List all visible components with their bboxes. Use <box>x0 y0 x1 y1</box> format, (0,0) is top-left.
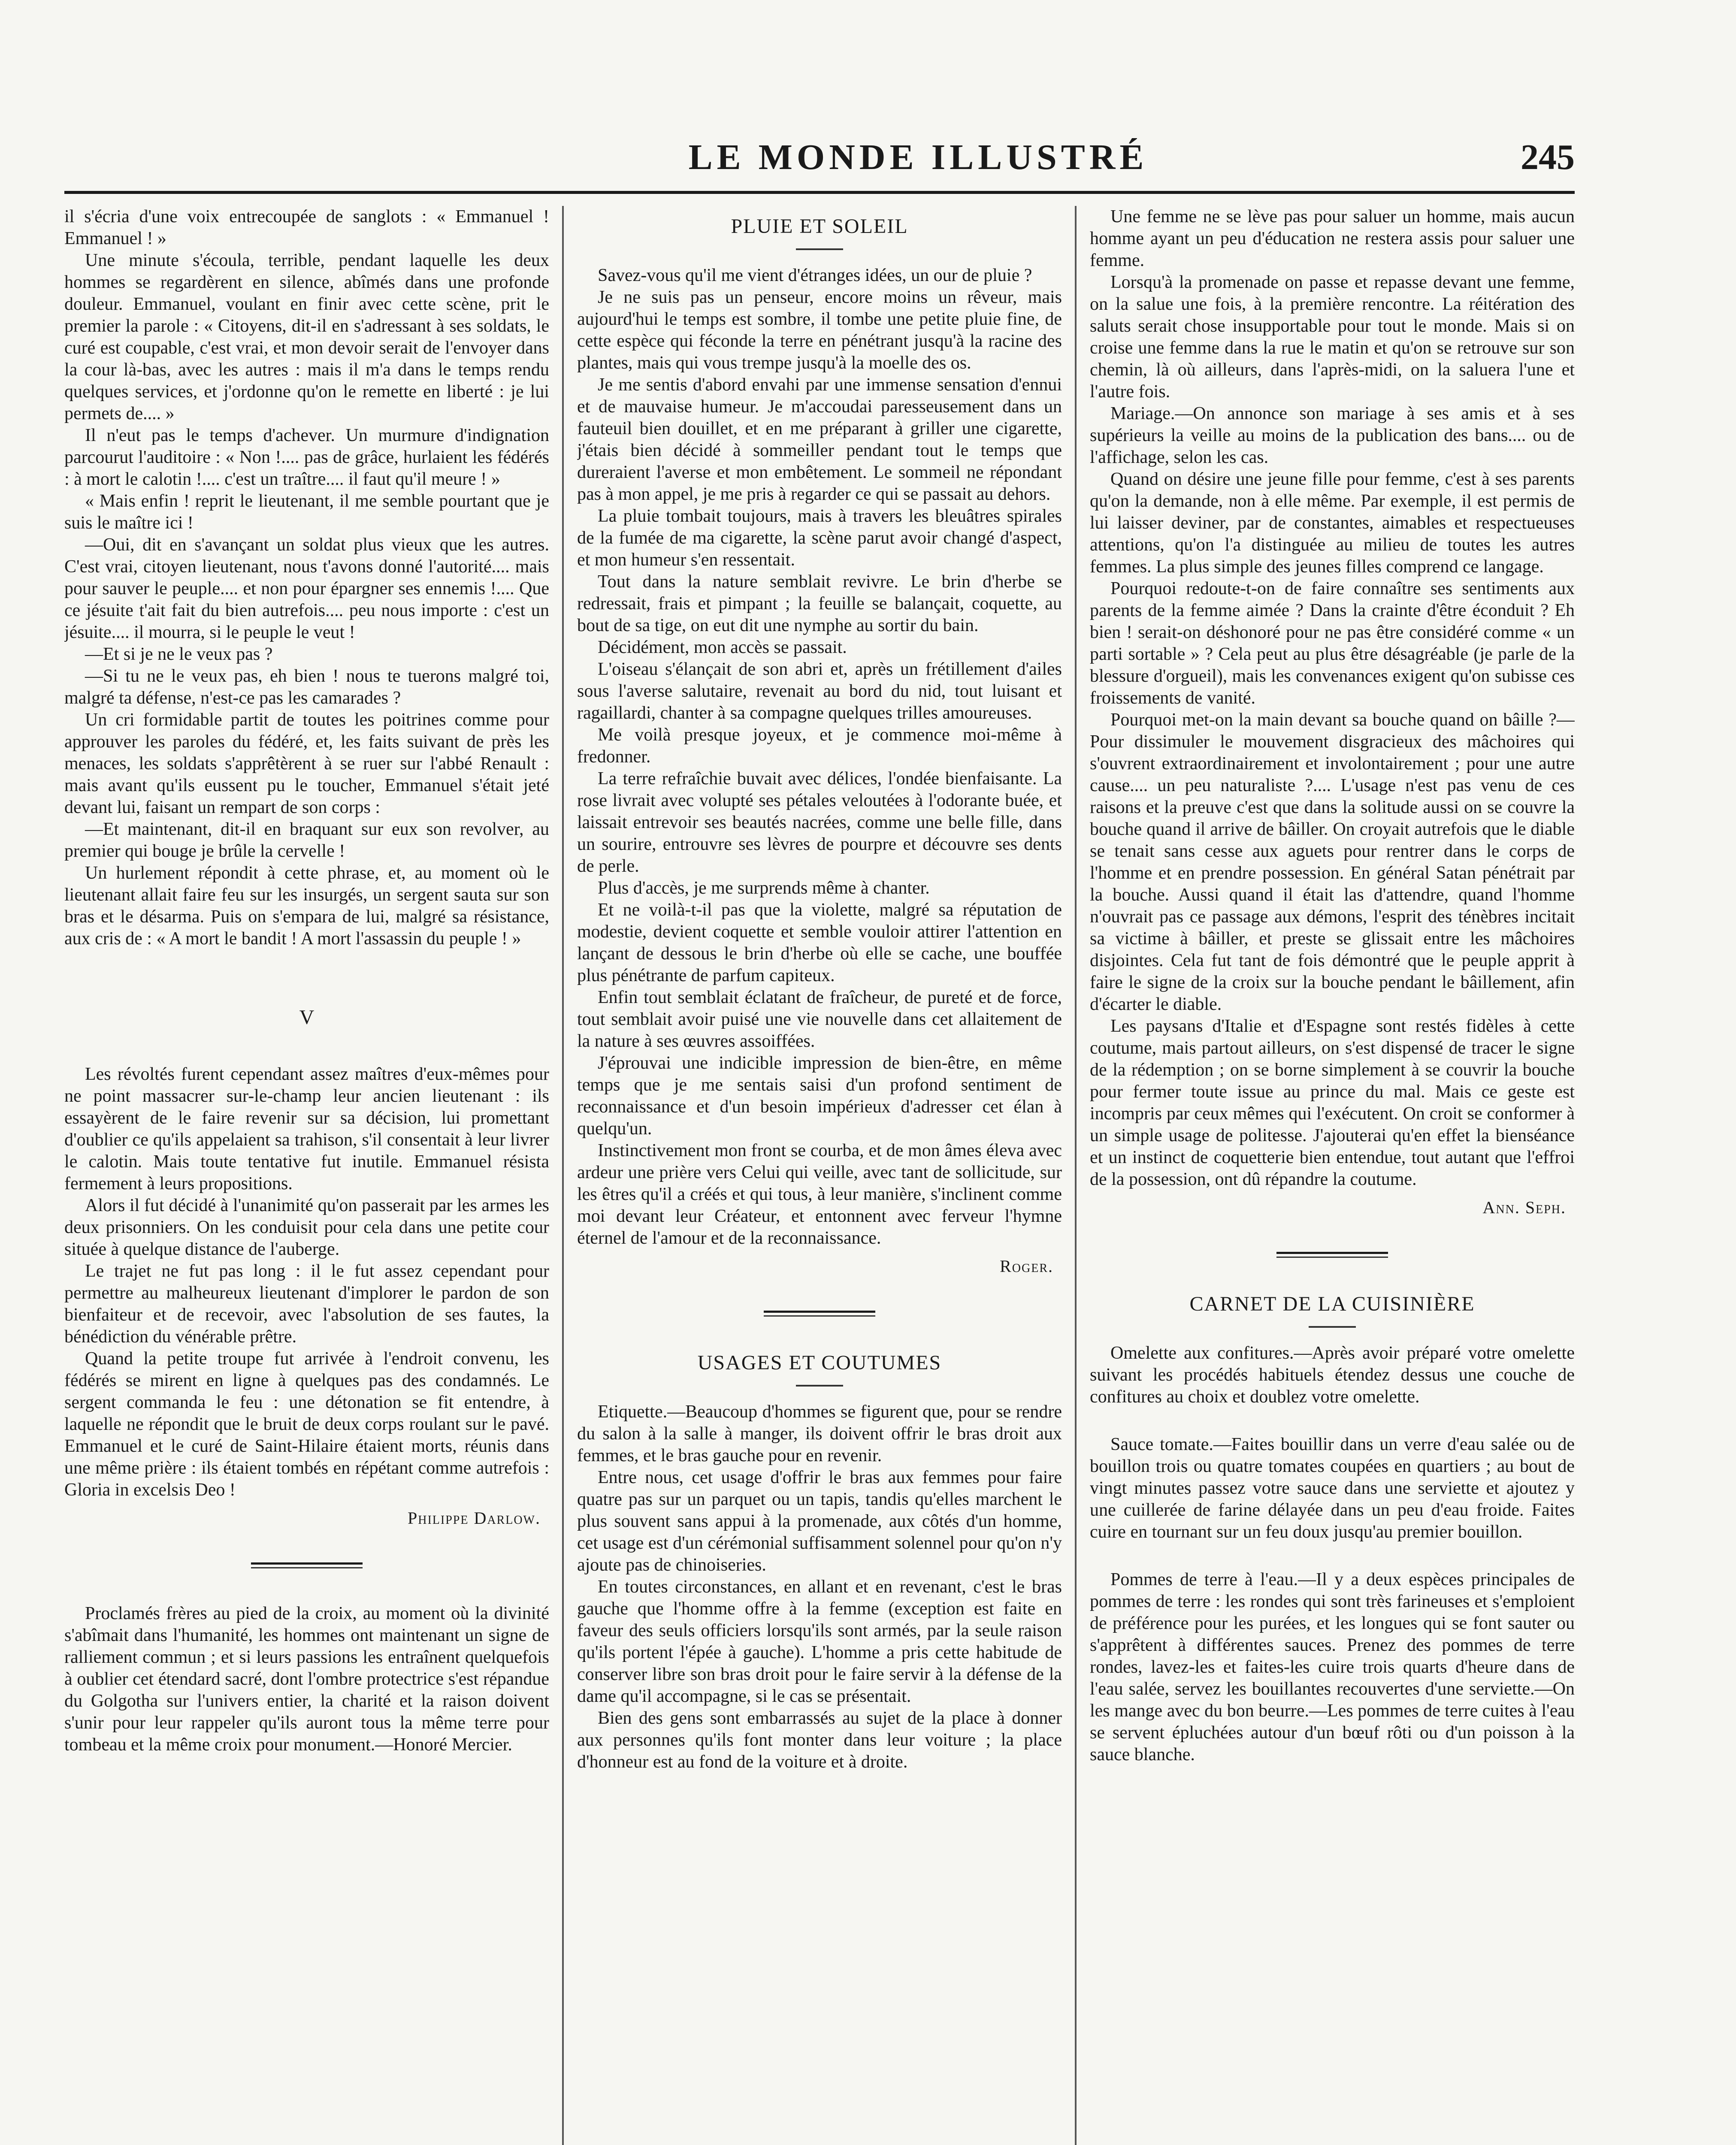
paragraph: Un cri formidable partit de toutes les poitrines comme pour approuver les paroles du fédéré, et, les faits suivant de près les menaces, les soldats s'apprêtèrent à se ruer sur l'abbé Renault : mais avant qu'ils eussent pu le toucher, Emmanuel s'était jeté devant lui, faisant un rempart de son corps : <box>64 710 549 817</box>
recipe: Sauce tomate.—Faites bouillir dans un verre d'eau salée ou de bouillon trois ou quatre tomates coupées en quartiers ; au bout de vingt minutes passez votre sauce dans une serviette et ajoutez y une cuillerée de farine délayée dans un peu d'eau froide. Faites cuire en tournant sur un feu doux jusqu'au premier bouillon. <box>1090 1435 1575 1542</box>
section-title: PLUIE ET SOLEIL <box>731 215 908 238</box>
column-divider <box>562 206 564 2145</box>
paragraph: —Oui, dit en s'avançant un soldat plus vieux que les autres. C'est vrai, citoyen lieutenant, nous t'avons donné l'autorité.... mais pour sauver le peuple.... et non pour épargner ses ennemis !.... Que ce jésuite t'ait fait du bien autrefois.... peu nous importe : c'est un jésuite.... il mourra, si le peuple le veut ! <box>64 535 549 642</box>
paragraph: Pourquoi met-on la main devant sa bouche quand on bâille ?—Pour dissimuler le mouvement disgracieux des mâchoires qui s'ouvrent extraordinairement et involontairement ; pour une autre cause.... un peu naturaliste ?.... L'usage n'est pas venu de ces raisons et la preuve c'est que dans la solitude aussi on se couvre la bouche quand il arrive de bâiller. On croyait autrefois que le diable se tenait sans cesse aux aguets pour rentrer dans le corps de l'homme et en prendre possession. En général Satan pénétrait par la bouche. Aussi quand il était las d'attendre, quand l'homme n'ouvrait pas ce passage aux démons, l'esprit des ténèbres incitait sa victime à bâiller, et preste se glissait entre les mâchoires disjointes. Cela fut tant de fois démontré que le peuple apprit à faire le signe de la croix sur la bouche pendant le bâillement, afin d'écarter le diable. <box>1090 710 1575 1014</box>
paragraph: Quand la petite troupe fut arrivée à l'endroit convenu, les fédérés se mirent en ligne à quelques pas des condamnés. Le sergent commanda le feu : une détonation se fit entendre, à laquelle ne répondit que le bruit de deux corps roulant sur le pavé. Emmanuel et le curé de Saint-Hilaire étaient morts, réunis dans une même prière : ils étaient tombés en répétant comme autrefois : Gloria in excelsis Deo ! <box>64 1349 549 1500</box>
paragraph: Les révoltés furent cependant assez maîtres d'eux-mêmes pour ne point massacrer sur-le-champ leur ancien lieutenant : ils essayèrent de le faire revenir sur sa décision, lui promettant d'oublier ce qu'ils appelaient sa trahison, s'il consentait à leur livrer le calotin. Mais toute tentative fut inutile. Emmanuel résista fermement à leurs propositions. <box>64 1064 549 1193</box>
paragraph: Une minute s'écoula, terrible, pendant laquelle les deux hommes se regardèrent en silence, abîmés dans une profonde douleur. Emmanuel, voulant en finir avec cette scène, prit le premier la parole : « Citoyens, dit-il en s'adressant à ses soldats, le curé est coupable, c'est vrai, et mon devoir serait de l'envoyer dans la cour là-bas, avec les autres : mais il m'a dans le temps rendu quelques services, et j'ordonne qu'on le remette en liberté : je lui permets de.... » <box>64 251 549 423</box>
paragraph: —Et si je ne le veux pas ? <box>85 644 273 664</box>
masthead-title: LE MONDE ILLUSTRÉ <box>688 137 1148 177</box>
paragraph: —Si tu ne le veux pas, eh bien ! nous te tuerons malgré toi, malgré ta défense, n'est-ce pas les camarades ? <box>64 666 549 708</box>
paragraph: En toutes circonstances, en allant et en revenant, c'est le bras gauche que l'homme offre à la femme (exception est faite en faveur des seuls officiers lorsqu'ils sont armés, par la seule raison qu'ils portent l'épée à gauche). L'homme a pris cette habitude de conserver libre son bras droit pour le faire servir à la défense de la dame qu'il accompagne, si le cas se présentait. <box>577 1577 1062 1706</box>
column-divider <box>1075 206 1077 2145</box>
page-number: 245 <box>1521 137 1575 177</box>
paragraph: Pourquoi redoute-t-on de faire connaître ses sentiments aux parents de la femme aimée ? Dans la crainte d'être éconduit ? Eh bien ! serait-on déshonoré pour ne pas être considéré comme « un parti sortable » ? Cela peut au plus être désagréable (je parle de la blessure d'orgueil), mais les convenances exigent qu'on subisse ces froissements de vanité. <box>1090 579 1575 708</box>
paragraph: Alors il fut décidé à l'unanimité qu'on passerait par les armes les deux prisonniers. On les conduisit pour cela dans une petite cour située à quelque distance de l'auberge. <box>64 1196 549 1259</box>
column-2 <box>577 206 1062 2145</box>
paragraph: Enfin tout semblait éclatant de fraîcheur, de pureté et de force, tout semblait avoir puisé une vie nouvelle dans cet allaitement de la nature à ses œuvres assoiffées. <box>577 988 1062 1051</box>
paragraph: Il n'eut pas le temps d'achever. Un murmure d'indignation parcourut l'auditoire : « Non !.... pas de grâce, hurlaient les fédérés : à mort le calotin !.... c'est un traître.... il faut qu'il meure ! » <box>64 426 549 489</box>
paragraph: « Mais enfin ! reprit le lieutenant, il me semble pourtant que je suis le maître ici ! <box>64 491 549 533</box>
column-3 <box>1090 206 1575 2145</box>
paragraph: il s'écria d'une voix entrecoupée de sanglots : « Emmanuel ! Emmanuel ! » <box>64 207 549 248</box>
section-title: USAGES ET COUTUMES <box>697 1351 942 1374</box>
paragraph: Tout dans la nature semblait revivre. Le brin d'herbe se redressait, frais et pimpant ; la feuille se balançait, coquette, au bout de sa tige, on eut dit une nymphe au sortir du bain. <box>577 572 1062 635</box>
title-rule <box>796 248 843 250</box>
chapter-numeral: V <box>299 1006 315 1029</box>
paragraph: J'éprouvai une indicible impression de bien-être, en même temps que je me sentais saisi d'un profond sentiment de reconnaissance et d'un besoin impérieux d'adresser cet élan à quelqu'un. <box>577 1053 1062 1139</box>
paragraph: Proclamés frères au pied de la croix, au moment où la divinité s'abîmait dans l'humanité, les hommes ont maintenant un signe de ralliement commun ; et si leurs passions les entraînent quelquefois à oublier cet étendard sacré, dont l'ombre protectrice s'est répandue du Golgotha sur l'univers entier, la charité et la raison doivent s'unir pour leur rappeler qu'ils auront tous la même terre pour tombeau et la même croix pour monument.—Honoré Mercier. <box>64 1604 549 1755</box>
paragraph: Quand on désire une jeune fille pour femme, c'est à ses parents qu'on la demande, non à elle même. Par exemple, il est permis de lui laisser deviner, par de constantes, aimables et respectueuses attentions, qu'on l'a distinguée au milieu de toutes les autres femmes. La plus simple des jeunes filles comprend ce langage. <box>1090 469 1575 577</box>
paragraph: —Et maintenant, dit-il en braquant sur eux son revolver, au premier qui bouge je brûle la cervelle ! <box>64 819 549 861</box>
paragraph: Une femme ne se lève pas pour saluer un homme, mais aucun homme ayant un peu d'éducation ne restera assis pour saluer une femme. <box>1090 207 1575 270</box>
section-divider <box>251 1562 363 1568</box>
paragraph: Instinctivement mon front se courba, et de mon âmes éleva avec ardeur une prière vers Celui qui veille, avec tant de sollicitude, sur les êtres qu'il a créés et qui tous, à leur manière, s'inclinent comme moi devant leur Créateur, et entonnent avec ferveur l'hymne éternel de l'amour et de la reconnaissance. <box>577 1141 1062 1248</box>
paragraph: Je me sentis d'abord envahi par une immense sensation d'ennui et de mauvaise humeur. Je m'accoudai paresseusement dans un fauteuil bien douillet, et en me préparant à griller une cigarette, j'étais bien décidé à sommeiller pendant tout le temps que dureraient l'averse et mon embêtement. Le sommeil ne répondant pas à mon appel, je me pris à regarder ce qui se passait au dehors. <box>577 375 1062 504</box>
paragraph: Le trajet ne fut pas long : il le fut assez cependant pour permettre au malheureux lieutenant d'implorer le pardon de son bienfaiteur et de recevoir, avec l'absolution de ses fautes, la bénédiction du vénérable prêtre. <box>64 1261 549 1347</box>
paragraph: Me voilà presque joyeux, et je commence moi-même à fredonner. <box>577 725 1062 767</box>
section-title: CARNET DE LA CUISINIÈRE <box>1189 1293 1475 1315</box>
title-rule <box>1309 1326 1356 1328</box>
recipe: Pommes de terre à l'eau.—Il y a deux espèces principales de pommes de terre : les rondes qui sont très farineuses et s'emploient de préférence pour les purées, et les longues qui se font sauter ou s'apprêtent à différentes sauces. Prenez des pommes de terre rondes, lavez-les et faites-les cuire trois quarts d'heure dans de l'eau salée, servez les bouillantes recouvertes d'une serviette.—On les mange avec du bon beurre.—Les pommes de terre cuites à l'eau se servent épluchées autour d'un bœuf rôti ou d'un poisson à la sauce blanche. <box>1090 1570 1575 1764</box>
title-rule <box>796 1385 843 1387</box>
recipe-spacer <box>1090 1408 1575 1434</box>
paragraph: Savez-vous qu'il me vient d'étranges idées, un our de pluie ? <box>598 266 1032 285</box>
paragraph: Etiquette.—Beaucoup d'hommes se figurent que, pour se rendre du salon à la salle à manger, ils doivent offrir le bras droit aux femmes, et le bras gauche pour en revenir. <box>577 1402 1062 1465</box>
paragraph: Bien des gens sont embarrassés au sujet de la place à donner aux personnes qu'ils font monter dans leur voiture ; la place d'honneur est au fond de la voiture et à droite. <box>577 1708 1062 1772</box>
paragraph: Entre nous, cet usage d'offrir le bras aux femmes pour faire quatre pas sur un parquet ou un tapis, tandis qu'elles marchent le plus souvent sans appui à la promenade, aux côtés d'un homme, cet usage est d'un cérémonial suffisamment solennel pour qu'on n'y ajoute pas de chinoiseries. <box>577 1468 1062 1575</box>
author-signature: Ann. Seph. <box>1482 1198 1566 1217</box>
recipe-spacer <box>1090 1543 1575 1569</box>
paragraph: Je ne suis pas un penseur, encore moins un rêveur, mais aujourd'hui le temps est sombre, il tombe une petite pluie fine, de cette espèce qui féconde la terre en pénétrant jusqu'à la racine des plantes, mais qui vous trempe jusqu'à la moelle des os. <box>577 287 1062 373</box>
paragraph: Mariage.—On annonce son mariage à ses amis et à ses supérieurs la veille au moins de la publication des bans.... ou de l'affichage, selon les cas. <box>1090 404 1575 467</box>
header-rule <box>64 191 1575 194</box>
author-signature: Roger. <box>1000 1257 1053 1276</box>
paragraph: La terre refraîchie buvait avec délices, l'ondée bienfaisante. La rose livrait avec volupté ses pétales veloutées à l'odorante buée, et laissait entrevoir ses beautés nacrées, comme une belle fille, dans un sourire, entrouvre ses lèvres de pourpre et découvre ses dents de perle. <box>577 769 1062 876</box>
paragraph: Les paysans d'Italie et d'Espagne sont restés fidèles à cette coutume, mais partout ailleurs, on s'est dispensé de tracer le signe de la rédemption ; on se borne simplement à se couvrir la bouche pour fermer toute issue au prince du mal. Mais ce geste est incompris par ceux mêmes qui l'exécutent. On croit se conformer à un simple usage de politesse. J'ajouterai qu'en effet la bienséance et un instinct de coquetterie bien entendue, tout autant que l'effroi de la possession, ont dû répandre la coutume. <box>1090 1016 1575 1189</box>
section-divider <box>764 1311 875 1317</box>
paragraph: Un hurlement répondit à cette phrase, et, au moment où le lieutenant allait faire feu sur les insurgés, un sergent sauta sur son bras et le désarma. Puis on s'empara de lui, malgré sa résistance, aux cris de : « A mort le bandit ! A mort l'assassin du peuple ! » <box>64 863 549 949</box>
paragraph: L'oiseau s'élançait de son abri et, après un frétillement d'ailes sous l'averse salutaire, revenait au bord du nid, tout luisant et ragaillardi, chanter à sa compagne quelques trilles amoureuses. <box>577 659 1062 723</box>
column-1 <box>64 206 549 2145</box>
author-signature: Philippe Darlow. <box>407 1508 541 1528</box>
section-divider <box>1276 1252 1388 1258</box>
page-header <box>64 136 1575 184</box>
paragraph: Décidément, mon accès se passait. <box>598 637 847 657</box>
paragraph: Et ne voilà-t-il pas que la violette, malgré sa réputation de modestie, devient coquette et semble vouloir attirer l'attention en lançant de dessous le brin d'herbe où elle se cache, une bouffée plus pénétrante de parfum capiteux. <box>577 900 1062 985</box>
recipe: Omelette aux confitures.—Après avoir préparé votre omelette suivant les procédés habituels étendez dessus une couche de confitures au choix et doublez votre omelette. <box>1090 1343 1575 1407</box>
paragraph: La pluie tombait toujours, mais à travers les bleuâtres spirales de la fumée de ma cigarette, la scène parut avoir changé d'aspect, et mon humeur s'en ressentait. <box>577 506 1062 570</box>
paragraph: Plus d'accès, je me surprends même à chanter. <box>598 878 930 898</box>
paragraph: Lorsqu'à la promenade on passe et repasse devant une femme, on la salue une fois, à la première rencontre. La réitération des saluts serait chose insupportable pour tout le monde. Mais si on croise une femme dans la rue le matin et qu'on se retrouve sur son chemin, là où ailleurs, dans l'après-midi, on la saluera l'une et l'autre fois. <box>1090 272 1575 402</box>
